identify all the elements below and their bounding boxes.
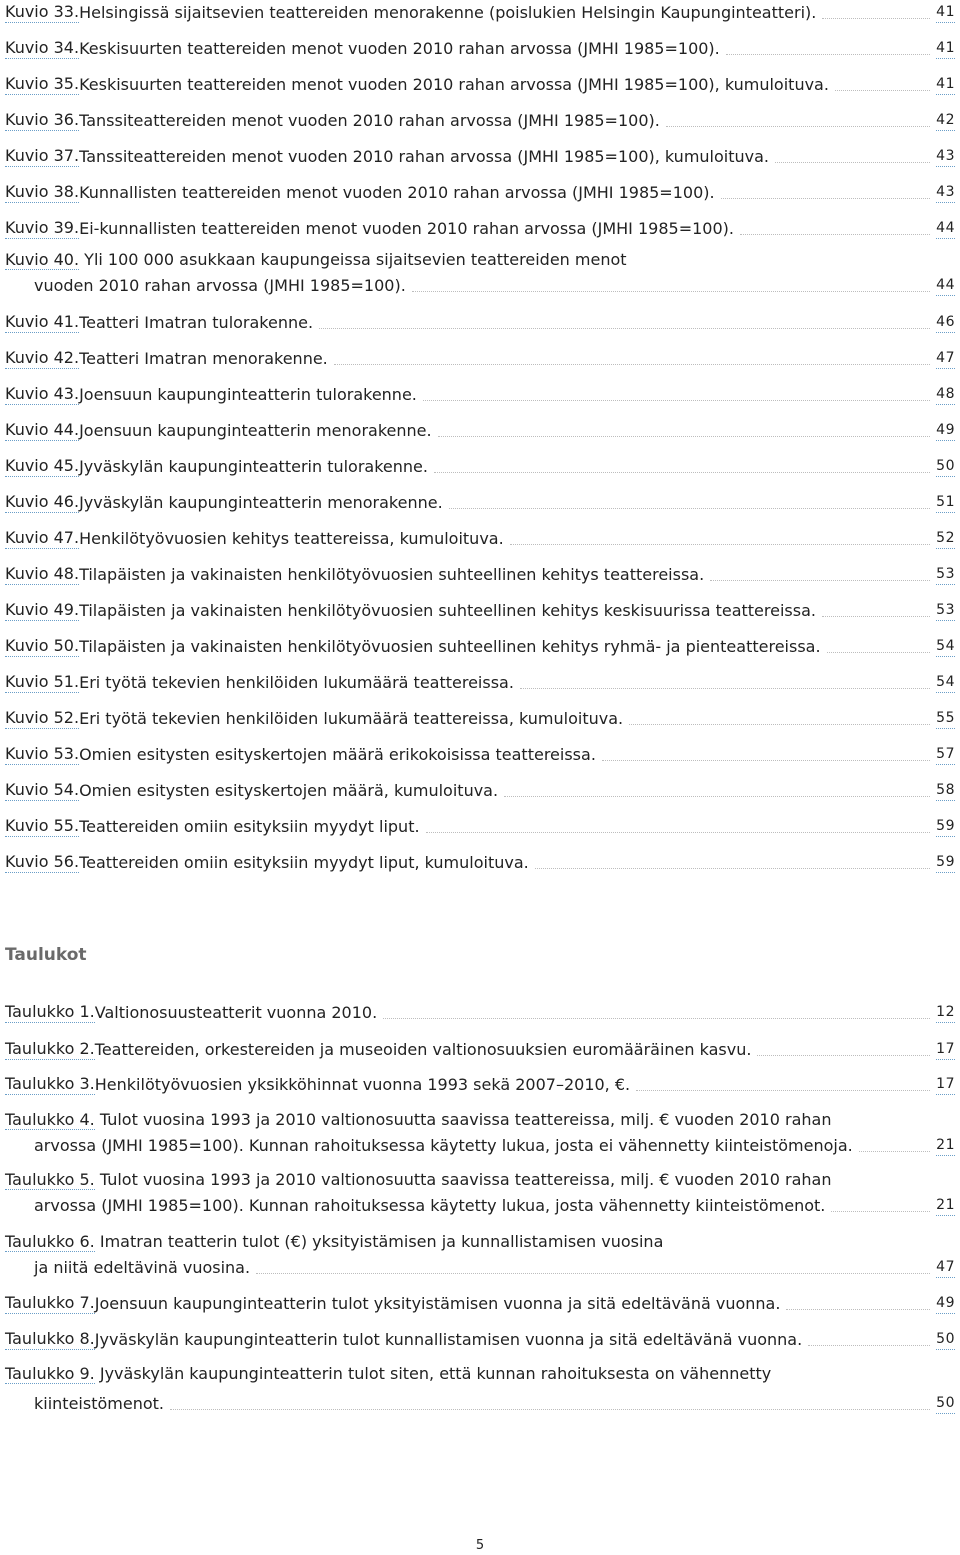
page-ref[interactable]: 50 bbox=[936, 456, 955, 477]
dot-leader bbox=[412, 290, 930, 292]
dot-leader bbox=[822, 615, 930, 617]
dot-leader bbox=[256, 1272, 930, 1274]
dot-leader bbox=[808, 1344, 930, 1346]
entry-title: Tulot vuosina 1993 ja 2010 valtionosuutta saavissa teattereissa, milj. € vuoden 2010 rahan bbox=[99, 1110, 832, 1129]
figure-entry[interactable] bbox=[5, 147, 955, 167]
entry-title: Yli 100 000 asukkaan kaupungeissa sijaitsevien teattereiden menot bbox=[84, 250, 627, 269]
page-ref[interactable]: 53 bbox=[936, 600, 955, 621]
entry-label[interactable]: Kuvio 44. bbox=[5, 420, 80, 439]
table-entry[interactable] bbox=[5, 1170, 955, 1216]
figure-entry[interactable] bbox=[5, 313, 955, 333]
figure-entry[interactable] bbox=[5, 183, 955, 203]
page-ref[interactable]: 51 bbox=[936, 492, 955, 513]
entry-title: Teattereiden omiin esityksiin myydyt liput. bbox=[79, 817, 420, 836]
entry-label[interactable]: Kuvio 55. bbox=[5, 816, 80, 835]
page-ref[interactable]: 41 bbox=[936, 2, 955, 23]
entry-title: Helsingissä sijaitsevien teattereiden menorakenne (poislukien Helsingin Kaupunginteatteri). bbox=[79, 3, 817, 22]
figure-entry[interactable] bbox=[5, 637, 955, 657]
page-ref[interactable]: 48 bbox=[936, 384, 955, 405]
entry-title: Joensuun kaupunginteatterin tulorakenne. bbox=[79, 385, 417, 404]
page-ref[interactable]: 12 bbox=[936, 1002, 955, 1023]
table-entry[interactable] bbox=[5, 1040, 955, 1060]
dot-leader bbox=[170, 1408, 930, 1410]
entry-label[interactable]: Kuvio 52. bbox=[5, 708, 80, 727]
page-ref[interactable]: 41 bbox=[936, 38, 955, 59]
entry-label[interactable]: Kuvio 46. bbox=[5, 492, 80, 511]
figure-entry[interactable] bbox=[5, 385, 955, 405]
dot-leader bbox=[319, 327, 930, 329]
entry-title: arvossa (JMHI 1985=100). Kunnan rahoituksessa käytetty lukua, josta vähennetty kiinteistömenot. bbox=[34, 1196, 826, 1215]
figure-entry[interactable] bbox=[5, 565, 955, 585]
page-ref[interactable]: 50 bbox=[936, 1393, 955, 1414]
entry-title: Jyväskylän kaupunginteatterin tulot kunnallistamisen vuonna ja sitä edeltävänä vuonna. bbox=[94, 1330, 803, 1349]
entry-title: Tilapäisten ja vakinaisten henkilötyövuosien suhteellinen kehitys teattereissa. bbox=[79, 565, 705, 584]
entry-title: ja niitä edeltävinä vuosina. bbox=[34, 1258, 251, 1277]
entry-label[interactable]: Kuvio 37. bbox=[5, 146, 80, 165]
page-ref[interactable]: 59 bbox=[936, 816, 955, 837]
page-ref[interactable]: 44 bbox=[936, 275, 955, 296]
dot-leader bbox=[827, 651, 931, 653]
entry-title: Teattereiden omiin esityksiin myydyt liput, kumuloituva. bbox=[79, 853, 529, 872]
page-ref[interactable]: 53 bbox=[936, 564, 955, 585]
entry-label[interactable]: Kuvio 43. bbox=[5, 384, 80, 403]
entry-title: Tanssiteattereiden menot vuoden 2010 rahan arvossa (JMHI 1985=100), kumuloituva. bbox=[79, 147, 769, 166]
tables-heading: Taulukot bbox=[5, 945, 87, 965]
entry-label[interactable]: Taulukko 3. bbox=[5, 1074, 95, 1093]
figure-entry[interactable] bbox=[5, 75, 955, 95]
dot-leader bbox=[334, 363, 930, 365]
dot-leader bbox=[721, 197, 931, 199]
page-ref[interactable]: 44 bbox=[936, 218, 955, 239]
dot-leader bbox=[520, 687, 930, 689]
page-ref[interactable]: 58 bbox=[936, 780, 955, 801]
figure-entry[interactable] bbox=[5, 601, 955, 621]
entry-title: Jyväskylän kaupunginteatterin tulot siten, että kunnan rahoituksesta on vähennetty bbox=[99, 1364, 772, 1383]
dot-leader bbox=[629, 723, 930, 725]
entry-label[interactable]: Kuvio 56. bbox=[5, 852, 80, 871]
entry-label[interactable]: Kuvio 38. bbox=[5, 182, 80, 201]
entry-title: Omien esitysten esityskertojen määrä, kumuloituva. bbox=[79, 781, 499, 800]
figure-entry[interactable] bbox=[5, 493, 955, 513]
page-ref[interactable]: 41 bbox=[936, 74, 955, 95]
page-number: 5 bbox=[475, 1538, 485, 1553]
entry-label[interactable]: Taulukko 1. bbox=[5, 1002, 95, 1021]
dot-leader bbox=[859, 1150, 930, 1152]
dot-leader bbox=[383, 1017, 930, 1019]
entry-title: kiinteistömenot. bbox=[34, 1394, 164, 1413]
dot-leader bbox=[822, 17, 930, 19]
entry-title: Jyväskylän kaupunginteatterin tulorakenne. bbox=[79, 457, 428, 476]
dot-leader bbox=[535, 867, 930, 869]
figure-entry[interactable] bbox=[5, 853, 955, 873]
entry-title: Keskisuurten teattereiden menot vuoden 2010 rahan arvossa (JMHI 1985=100), kumuloituva. bbox=[79, 75, 829, 94]
entry-title: Ei-kunnallisten teattereiden menot vuoden 2010 rahan arvossa (JMHI 1985=100). bbox=[79, 219, 734, 238]
entry-label[interactable]: Kuvio 48. bbox=[5, 564, 80, 583]
figure-entry[interactable] bbox=[5, 111, 955, 131]
figure-entry[interactable] bbox=[5, 3, 955, 23]
page-ref[interactable]: 55 bbox=[936, 708, 955, 729]
page-ref[interactable]: 17 bbox=[936, 1039, 955, 1060]
figure-entry[interactable] bbox=[5, 781, 955, 801]
page-ref[interactable]: 21 bbox=[936, 1195, 955, 1216]
entry-label[interactable]: Kuvio 35. bbox=[5, 74, 80, 93]
entry-label[interactable]: Kuvio 42. bbox=[5, 348, 80, 367]
page-ref[interactable]: 43 bbox=[936, 182, 955, 203]
entry-title: Henkilötyövuosien yksikköhinnat vuonna 1993 sekä 2007–2010, €. bbox=[94, 1075, 631, 1094]
dot-leader bbox=[831, 1210, 930, 1212]
dot-leader bbox=[726, 53, 930, 55]
entry-title: Eri työtä tekevien henkilöiden lukumäärä teattereissa. bbox=[79, 673, 514, 692]
dot-leader bbox=[438, 435, 931, 437]
figure-entry[interactable] bbox=[5, 457, 955, 477]
page-ref[interactable]: 47 bbox=[936, 1257, 955, 1278]
figure-entry[interactable] bbox=[5, 39, 955, 59]
entry-label[interactable]: Kuvio 36. bbox=[5, 110, 80, 129]
table-entry[interactable] bbox=[5, 1075, 955, 1095]
entry-label[interactable]: Kuvio 45. bbox=[5, 456, 80, 475]
table-entry[interactable] bbox=[5, 1330, 955, 1350]
entry-title: vuoden 2010 rahan arvossa (JMHI 1985=100). bbox=[34, 276, 406, 295]
entry-label[interactable]: Taulukko 9. bbox=[5, 1364, 95, 1383]
entry-label[interactable]: Kuvio 49. bbox=[5, 600, 80, 619]
dot-leader bbox=[757, 1054, 930, 1056]
entry-title: Jyväskylän kaupunginteatterin menorakenne. bbox=[79, 493, 443, 512]
dot-leader bbox=[434, 471, 930, 473]
page-ref[interactable]: 57 bbox=[936, 744, 955, 765]
dot-leader bbox=[835, 89, 930, 91]
entry-title: arvossa (JMHI 1985=100). Kunnan rahoituksessa käytetty lukua, josta ei vähennetty kiinteistömenoja. bbox=[34, 1136, 853, 1155]
entry-label[interactable]: Taulukko 8. bbox=[5, 1329, 95, 1348]
table-entry[interactable] bbox=[5, 1364, 955, 1414]
table-entry[interactable] bbox=[5, 1003, 955, 1023]
dot-leader bbox=[786, 1308, 930, 1310]
page-ref[interactable]: 54 bbox=[936, 672, 955, 693]
entry-title: Teattereiden, orkestereiden ja museoiden valtionosuuksien euromääräinen kasvu. bbox=[94, 1040, 752, 1059]
entry-title: Tulot vuosina 1993 ja 2010 valtionosuutta saavissa teattereissa, milj. € vuoden 2010 rahan bbox=[99, 1170, 832, 1189]
entry-title: Omien esitysten esityskertojen määrä erikokoisissa teattereissa. bbox=[79, 745, 596, 764]
entry-title: Tanssiteattereiden menot vuoden 2010 rahan arvossa (JMHI 1985=100). bbox=[79, 111, 660, 130]
entry-label[interactable]: Kuvio 53. bbox=[5, 744, 80, 763]
entry-label[interactable]: Taulukko 6. bbox=[5, 1232, 95, 1251]
entry-title: Teatteri Imatran tulorakenne. bbox=[79, 313, 314, 332]
page-ref[interactable]: 21 bbox=[936, 1135, 955, 1156]
entry-title: Kunnallisten teattereiden menot vuoden 2010 rahan arvossa (JMHI 1985=100). bbox=[79, 183, 715, 202]
dot-leader bbox=[740, 233, 930, 235]
table-entry[interactable] bbox=[5, 1110, 955, 1156]
dot-leader bbox=[510, 543, 930, 545]
entry-title: Eri työtä tekevien henkilöiden lukumäärä teattereissa, kumuloituva. bbox=[79, 709, 624, 728]
entry-title: Tilapäisten ja vakinaisten henkilötyövuosien suhteellinen kehitys keskisuurissa teattereissa. bbox=[79, 601, 816, 620]
dot-leader bbox=[710, 579, 930, 581]
figure-entry[interactable] bbox=[5, 709, 955, 729]
figure-entry[interactable] bbox=[5, 421, 955, 441]
dot-leader bbox=[636, 1089, 930, 1091]
dot-leader bbox=[504, 795, 930, 797]
page-ref[interactable]: 42 bbox=[936, 110, 955, 131]
entry-title: Valtionosuusteatterit vuonna 2010. bbox=[94, 1003, 378, 1022]
entry-label[interactable]: Kuvio 47. bbox=[5, 528, 80, 547]
page-ref[interactable]: 47 bbox=[936, 348, 955, 369]
figure-entry[interactable] bbox=[5, 219, 955, 239]
entry-label[interactable]: Kuvio 50. bbox=[5, 636, 80, 655]
page-ref[interactable]: 17 bbox=[936, 1074, 955, 1095]
entry-label[interactable]: Kuvio 39. bbox=[5, 218, 80, 237]
entry-title: Imatran teatterin tulot (€) yksityistämisen ja kunnallistamisen vuosina bbox=[99, 1232, 664, 1251]
page-ref[interactable]: 54 bbox=[936, 636, 955, 657]
figure-entry[interactable] bbox=[5, 529, 955, 549]
page-ref[interactable]: 49 bbox=[936, 1293, 955, 1314]
entry-title: Tilapäisten ja vakinaisten henkilötyövuosien suhteellinen kehitys ryhmä- ja pienteattereissa. bbox=[79, 637, 821, 656]
dot-leader bbox=[449, 507, 930, 509]
dot-leader bbox=[602, 759, 930, 761]
entry-label[interactable]: Taulukko 2. bbox=[5, 1039, 95, 1058]
dot-leader bbox=[426, 831, 931, 833]
entry-title: Joensuun kaupunginteatterin menorakenne. bbox=[79, 421, 432, 440]
entry-title: Henkilötyövuosien kehitys teattereissa, kumuloituva. bbox=[79, 529, 504, 548]
page-ref[interactable]: 43 bbox=[936, 146, 955, 167]
entry-title: Keskisuurten teattereiden menot vuoden 2010 rahan arvossa (JMHI 1985=100). bbox=[79, 39, 720, 58]
dot-leader bbox=[423, 399, 930, 401]
entry-label[interactable]: Taulukko 5. bbox=[5, 1170, 95, 1189]
table-entry[interactable] bbox=[5, 1232, 955, 1278]
figure-entry[interactable] bbox=[5, 673, 955, 693]
dot-leader bbox=[666, 125, 930, 127]
figure-entry[interactable] bbox=[5, 817, 955, 837]
figure-entry[interactable] bbox=[5, 349, 955, 369]
page-ref[interactable]: 59 bbox=[936, 852, 955, 873]
entry-title: Joensuun kaupunginteatterin tulot yksityistämisen vuonna ja sitä edeltävänä vuonna. bbox=[94, 1294, 781, 1313]
entry-label[interactable]: Kuvio 41. bbox=[5, 312, 80, 331]
entry-label[interactable]: Taulukko 4. bbox=[5, 1110, 95, 1129]
dot-leader bbox=[775, 161, 930, 163]
entry-label[interactable]: Kuvio 51. bbox=[5, 672, 80, 691]
page-ref[interactable]: 49 bbox=[936, 420, 955, 441]
entry-label[interactable]: Kuvio 33. bbox=[5, 2, 80, 21]
page-ref[interactable]: 52 bbox=[936, 528, 955, 549]
figure-entry[interactable] bbox=[5, 745, 955, 765]
page-ref[interactable]: 46 bbox=[936, 312, 955, 333]
entry-label[interactable]: Kuvio 54. bbox=[5, 780, 80, 799]
table-entry[interactable] bbox=[5, 1294, 955, 1314]
entry-title: Teatteri Imatran menorakenne. bbox=[79, 349, 328, 368]
figure-entry[interactable] bbox=[5, 250, 955, 296]
entry-label[interactable]: Taulukko 7. bbox=[5, 1293, 95, 1312]
page-ref[interactable]: 50 bbox=[936, 1329, 955, 1350]
entry-label[interactable]: Kuvio 40. bbox=[5, 250, 80, 269]
entry-label[interactable]: Kuvio 34. bbox=[5, 38, 80, 57]
